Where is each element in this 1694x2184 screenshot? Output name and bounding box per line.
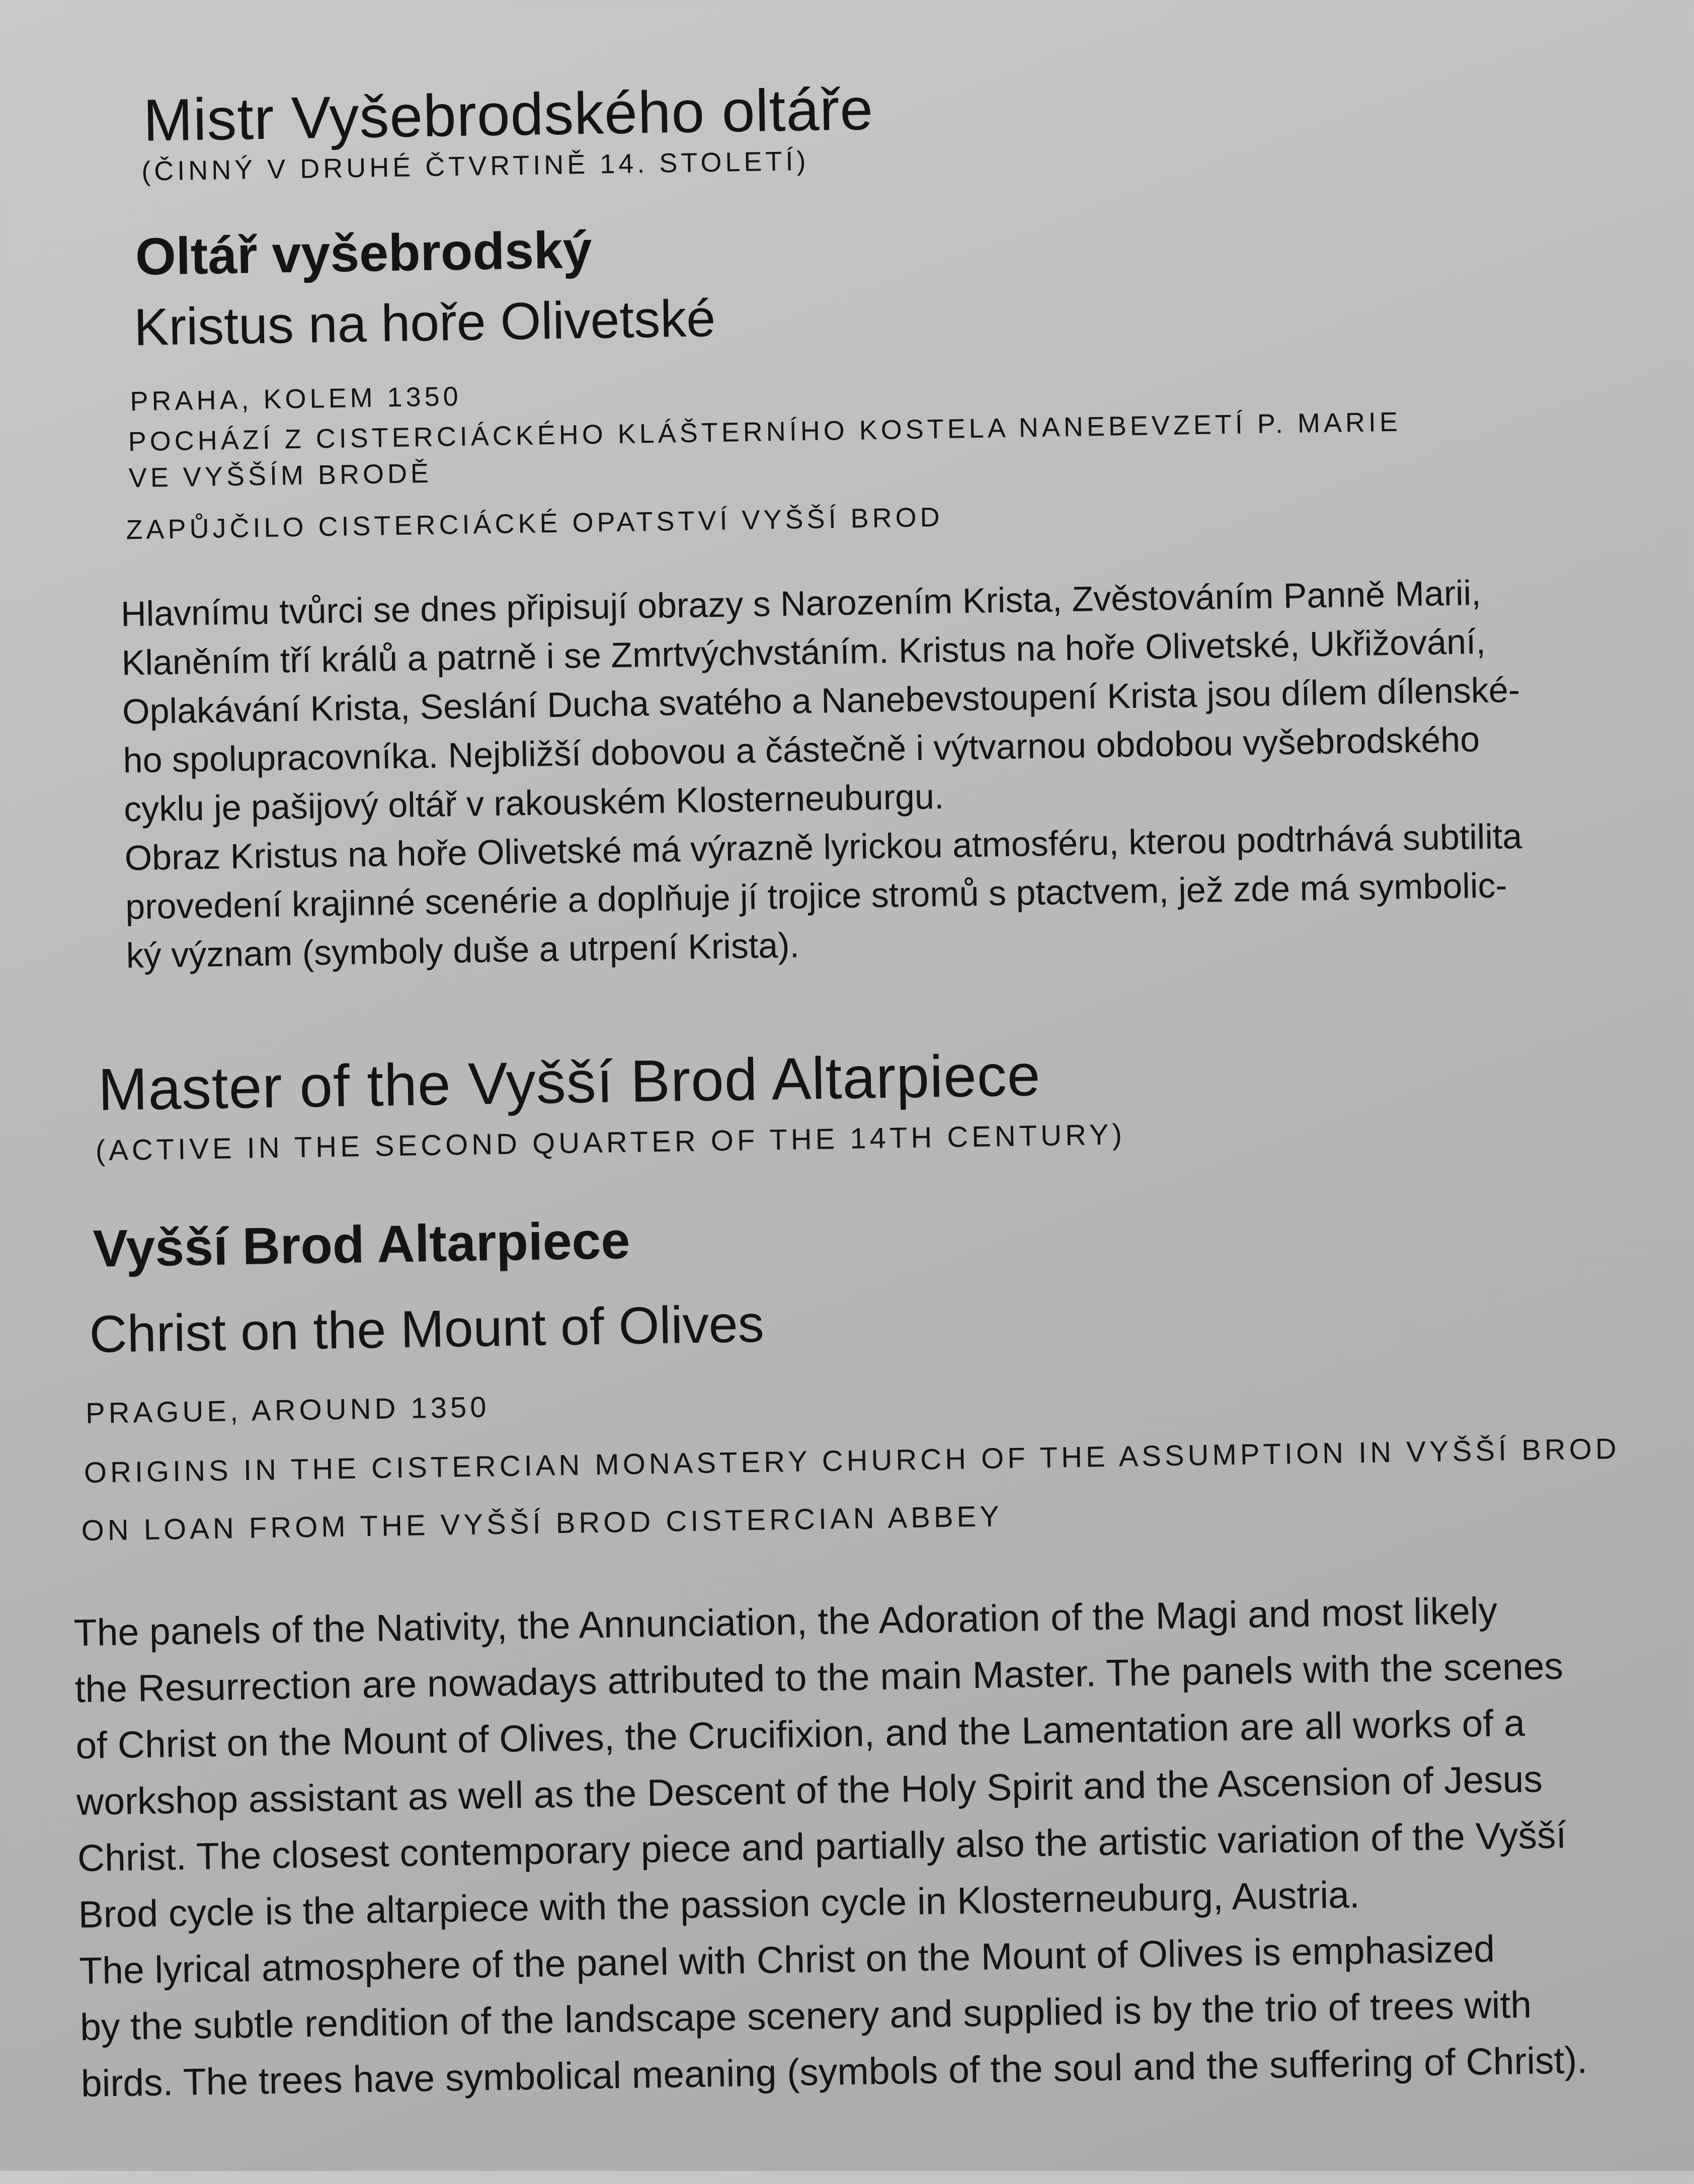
english-body-line: by the subtle rendition of the landscape scenery and supplied is by the trio of trees with [79,1983,1532,2049]
czech-body-line: Klaněním tří králů a patrně i se Zmrtvýchvstáním. Kristus na hoře Olivetské, Ukřižování, [121,621,1486,683]
english-body-line: birds. The trees have symbolical meaning (symbols of the soul and the suffering of Christ). [80,2039,1588,2105]
english-body-line: the Resurrection are nowadays attributed to the main Master. The panels with the scenes [74,1644,1564,1711]
czech-body-line: Oplakávání Krista, Seslání Ducha svatého a Nanebevstoupení Krista jsou dílem dílenské- [122,670,1520,732]
czech-active-period: (ČINNÝ V DRUHÉ ČTVRTINĚ 14. STOLETÍ) [141,145,810,187]
czech-origin-line: POCHÁZÍ Z CISTERCIÁCKÉHO KLÁŠTERNÍHO KOSTELA NANEBEVZETÍ P. MARIE [128,407,1402,457]
english-place-date: PRAGUE, AROUND 1350 [85,1391,490,1430]
english-work-title: Vyšší Brod Altarpiece [93,1211,631,1278]
czech-place-date: PRAHA, KOLEM 1350 [130,381,462,417]
czech-origin-line: VE VYŠŠÍM BRODĚ [128,458,433,494]
english-loan: ON LOAN FROM THE VYŠŠÍ BROD CISTERCIAN ABBEY [81,1500,1003,1548]
english-body-line: Christ. The closest contemporary piece and partially also the artistic variation of the Vyšší [77,1813,1567,1880]
czech-body-line: provedení krajinné scenérie a doplňuje jí trojice stromů s ptactvem, jež zde má symbolic- [125,865,1508,927]
czech-origin [128,404,1402,497]
czech-body-line: ký význam (symboly duše a utrpení Krista). [126,925,800,976]
english-origin: ORIGINS IN THE CISTERCIAN MONASTERY CHURCH OF THE ASSUMPTION IN VYŠŠÍ BROD [84,1432,1621,1489]
czech-body-line: Hlavnímu tvůrci se dnes připisují obrazy s Narozením Krista, Zvěstováním Panně Marii, [120,573,1482,634]
czech-work-title: Oltář vyšebrodský [135,220,593,287]
czech-body-text [120,568,1524,981]
english-body-text [73,1581,1588,2112]
english-panel-title: Christ on the Mount of Olives [89,1295,765,1364]
czech-loan: ZAPŮJČILO CISTERCIÁCKÉ OPATSTVÍ VYŠŠÍ BROD [126,502,944,545]
english-body-line: The lyrical atmosphere of the panel with Christ on the Mount of Olives is emphasized [78,1927,1495,1992]
czech-panel-title: Kristus na hoře Olivetské [133,289,716,357]
czech-artist-name: Mistr Vyšebrodského oltáře [142,75,874,154]
czech-body-line: Obraz Kristus na hoře Olivetské má výrazně lyrickou atmosféru, kterou podtrhává subtilita [124,816,1522,878]
czech-body-line: cyklu je pašijový oltář v rakouském Klosterneuburgu. [123,776,944,829]
english-body-line: workshop assistant as well as the Descent of the Holy Spirit and the Ascension of Jesus [76,1757,1543,1823]
english-active-period: (ACTIVE IN THE SECOND QUARTER OF THE 14TH CENTURY) [95,1118,1126,1167]
english-body-line: The panels of the Nativity, the Annunciation, the Adoration of the Magi and most likely [73,1589,1498,1654]
english-body-line: Brod cycle is the altarpiece with the passion cycle in Klosterneuburg, Austria. [78,1873,1360,1936]
english-artist-name: Master of the Vyšší Brod Altarpiece [97,1041,1041,1123]
czech-body-line: ho spolupracovníka. Nejbližší dobovou a částečně i výtvarnou obdobou vyšebrodského [123,719,1480,780]
english-body-line: of Christ on the Mount of Olives, the Crucifixion, and the Lamentation are all works of a [75,1702,1525,1767]
